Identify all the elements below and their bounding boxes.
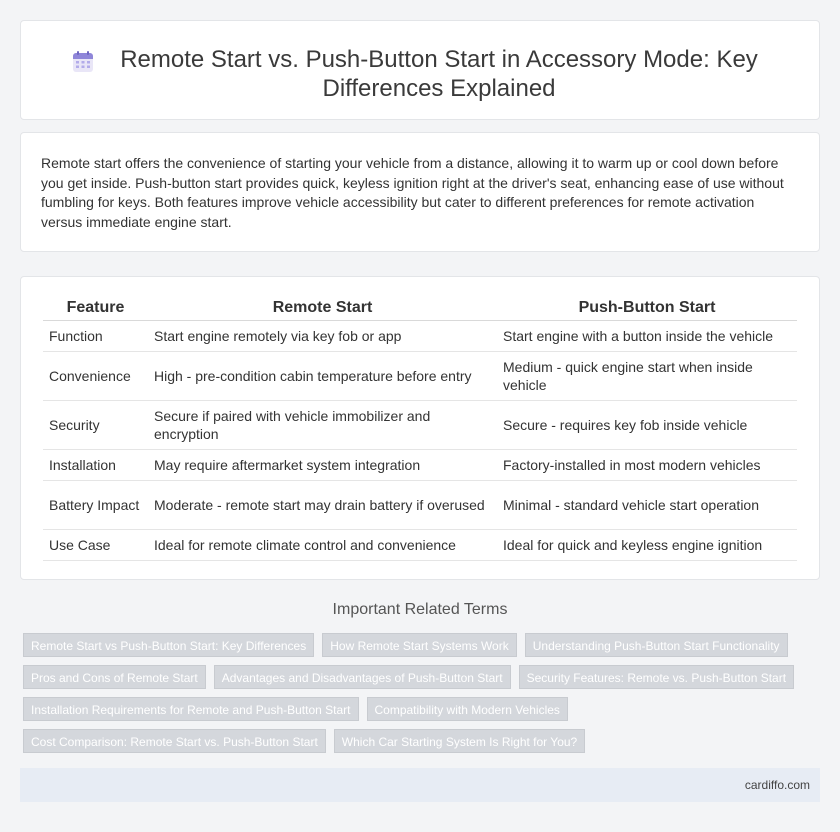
feature-cell: Security bbox=[43, 401, 148, 450]
related-term-tag[interactable]: Security Features: Remote vs. Push-Button Start bbox=[519, 665, 794, 689]
intro-card bbox=[20, 132, 820, 252]
related-term-tag[interactable]: Advantages and Disadvantages of Push-Button Start bbox=[214, 665, 511, 689]
intro-text: Remote start offers the convenience of starting your vehicle from a distance, allowing it to warm up or cool down before you get inside. Push-button start provides quick, keyless ignition right at the driver's seat, enhancing ease of use without fumbling for keys. Both features improve vehicle accessibility but cater to different preferences for remote activation versus immediate engine start. bbox=[41, 155, 784, 230]
table-row bbox=[43, 481, 797, 530]
calendar-icon bbox=[71, 50, 95, 74]
push-button-cell: Minimal - standard vehicle start operation bbox=[497, 481, 797, 530]
page-title: Remote Start vs. Push-Button Start in Accessory Mode: Key Differences Explained bbox=[120, 46, 758, 102]
table-row bbox=[43, 352, 797, 401]
table-header-row bbox=[43, 293, 797, 321]
comparison-table bbox=[43, 293, 797, 561]
related-term-tag[interactable]: Understanding Push-Button Start Functionality bbox=[525, 633, 788, 657]
table-row bbox=[43, 321, 797, 352]
related-term-tag[interactable]: Installation Requirements for Remote and Push-Button Start bbox=[23, 697, 359, 721]
related-term-tag[interactable]: Compatibility with Modern Vehicles bbox=[367, 697, 568, 721]
table-row bbox=[43, 530, 797, 561]
table-row bbox=[43, 450, 797, 481]
header-feature: Feature bbox=[43, 293, 148, 321]
push-button-cell: Factory-installed in most modern vehicles bbox=[497, 450, 797, 481]
push-button-cell: Start engine with a button inside the vehicle bbox=[497, 321, 797, 352]
remote-start-cell: Secure if paired with vehicle immobilizer and encryption bbox=[148, 401, 497, 450]
related-term-tag[interactable]: How Remote Start Systems Work bbox=[322, 633, 517, 657]
related-terms-list bbox=[23, 633, 803, 753]
footer bbox=[20, 768, 820, 802]
remote-start-cell: Moderate - remote start may drain battery if overused bbox=[148, 481, 497, 530]
remote-start-cell: May require aftermarket system integration bbox=[148, 450, 497, 481]
related-term-tag[interactable]: Cost Comparison: Remote Start vs. Push-Button Start bbox=[23, 729, 326, 753]
push-button-cell: Secure - requires key fob inside vehicle bbox=[497, 401, 797, 450]
related-term-tag[interactable]: Which Car Starting System Is Right for You? bbox=[334, 729, 585, 753]
remote-start-cell: Start engine remotely via key fob or app bbox=[148, 321, 497, 352]
feature-cell: Convenience bbox=[43, 352, 148, 401]
feature-cell: Function bbox=[43, 321, 148, 352]
remote-start-cell: Ideal for remote climate control and convenience bbox=[148, 530, 497, 561]
feature-cell: Installation bbox=[43, 450, 148, 481]
title-card bbox=[20, 20, 820, 120]
related-term-tag[interactable]: Pros and Cons of Remote Start bbox=[23, 665, 206, 689]
push-button-cell: Medium - quick engine start when inside vehicle bbox=[497, 352, 797, 401]
push-button-cell: Ideal for quick and keyless engine ignition bbox=[497, 530, 797, 561]
comparison-card bbox=[20, 276, 820, 580]
remote-start-cell: High - pre-condition cabin temperature before entry bbox=[148, 352, 497, 401]
related-terms-title: Important Related Terms bbox=[332, 601, 508, 618]
feature-cell: Battery Impact bbox=[43, 481, 148, 530]
related-term-tag[interactable]: Remote Start vs Push-Button Start: Key Differences bbox=[23, 633, 314, 657]
header-remote-start: Remote Start bbox=[148, 293, 497, 321]
header-push-button-start: Push-Button Start bbox=[497, 293, 797, 321]
table-row bbox=[43, 401, 797, 450]
footer-site-link[interactable]: cardiffo.com bbox=[744, 778, 810, 792]
feature-cell: Use Case bbox=[43, 530, 148, 561]
